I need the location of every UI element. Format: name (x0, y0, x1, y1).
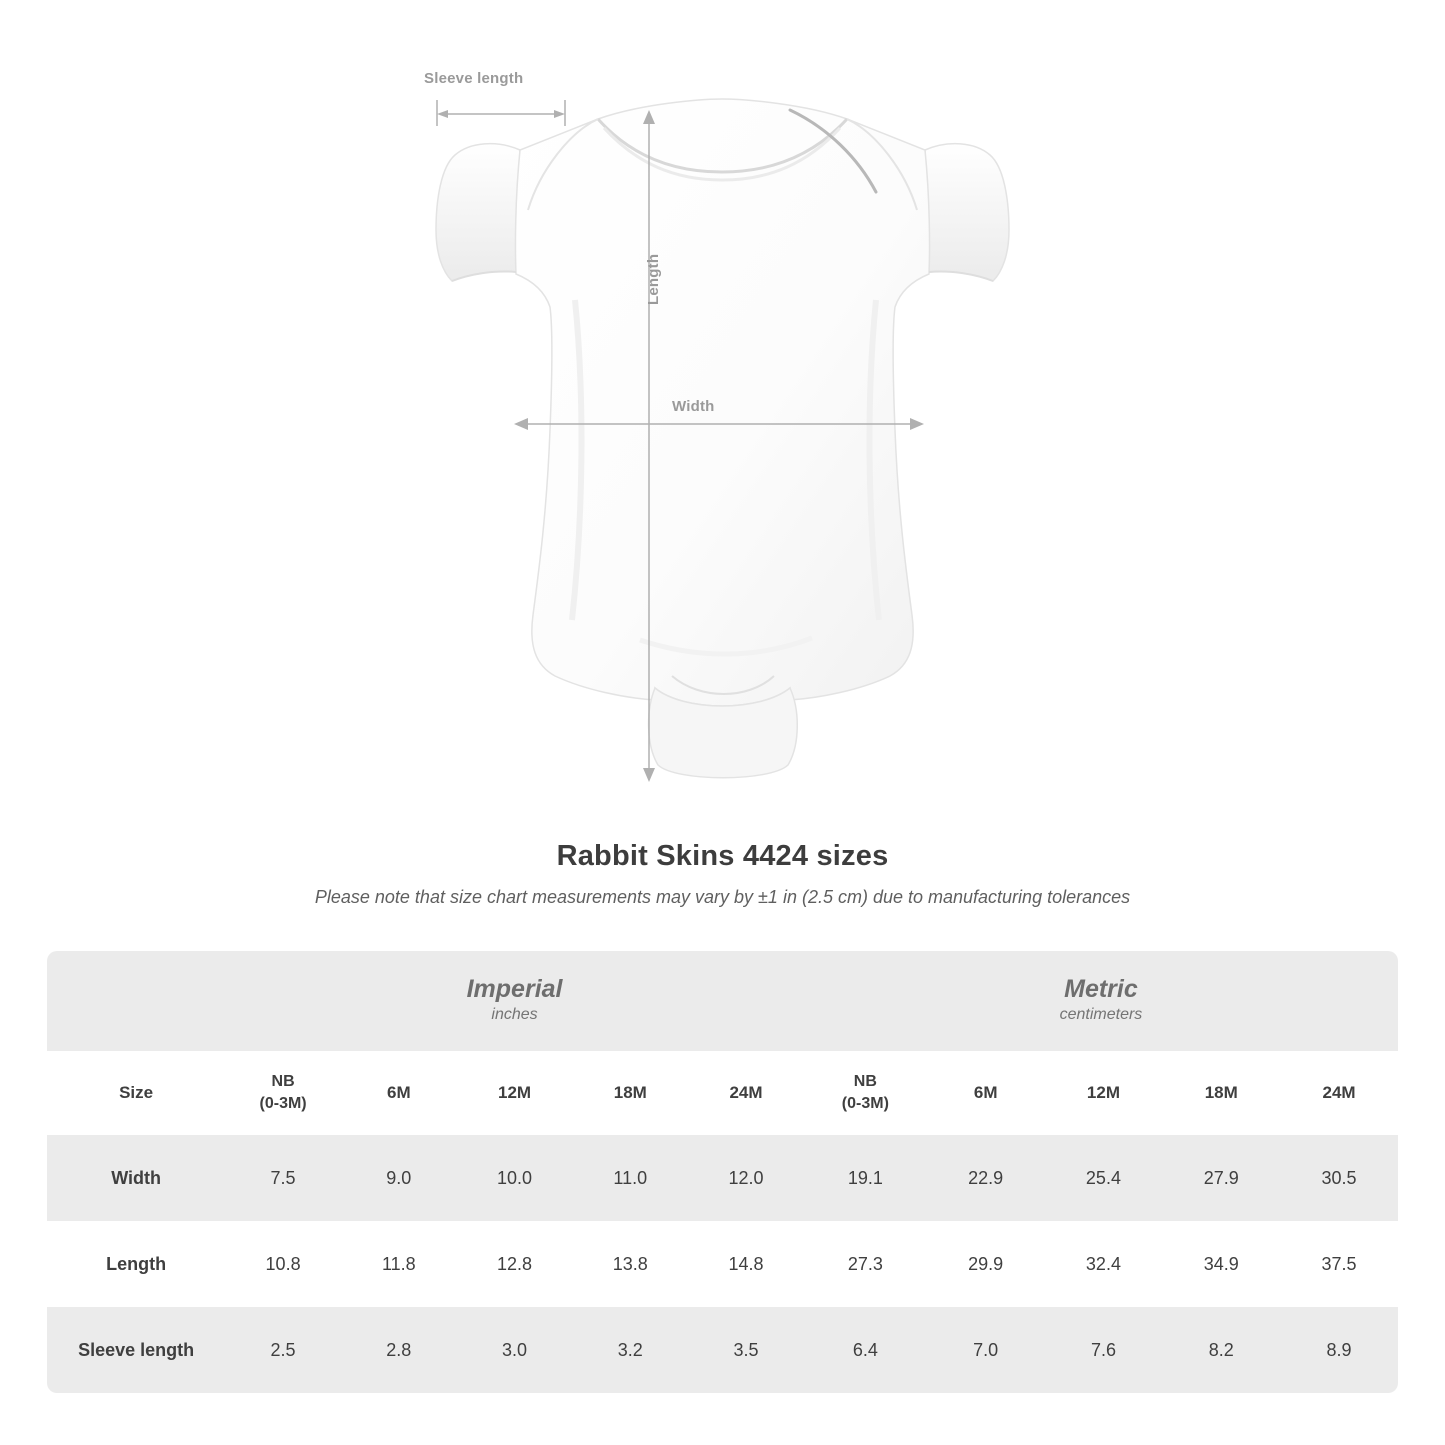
header-col-8: 18M (1162, 1051, 1280, 1135)
cell-width-2: 10.0 (457, 1135, 573, 1221)
cell-length-2: 12.8 (457, 1221, 573, 1307)
cell-sleeve-0: 2.5 (225, 1307, 341, 1393)
header-col-3: 18M (572, 1051, 688, 1135)
cell-sleeve-3: 3.2 (572, 1307, 688, 1393)
cell-width-5: 19.1 (804, 1135, 927, 1221)
cell-length-7: 32.4 (1045, 1221, 1163, 1307)
cell-length-3: 13.8 (572, 1221, 688, 1307)
unit-row-spacer (47, 951, 225, 1051)
table-row (47, 1221, 1398, 1307)
unit-metric-name: Metric (1064, 974, 1138, 1003)
size-table-wrap (47, 951, 1398, 1393)
row-label-width: Width (47, 1135, 225, 1221)
unit-imperial-name: Imperial (466, 974, 563, 1003)
cell-sleeve-7: 7.6 (1045, 1307, 1163, 1393)
header-col-1: 6M (341, 1051, 457, 1135)
header-col-5 (804, 1051, 927, 1135)
cell-length-5: 27.3 (804, 1221, 927, 1307)
sleeve-length-annotation: Sleeve length (424, 70, 524, 87)
cell-sleeve-1: 2.8 (341, 1307, 457, 1393)
cell-length-1: 11.8 (341, 1221, 457, 1307)
cell-sleeve-5: 6.4 (804, 1307, 927, 1393)
header-col-5-main: NB (853, 1073, 877, 1091)
unit-metric-sub: centimeters (1059, 1006, 1143, 1024)
header-col-6: 6M (927, 1051, 1045, 1135)
cell-sleeve-2: 3.0 (457, 1307, 573, 1393)
header-col-0-sub: (0-3M) (259, 1095, 307, 1112)
unit-imperial-sub: inches (491, 1006, 538, 1024)
header-col-2: 12M (457, 1051, 573, 1135)
cell-width-4: 12.0 (688, 1135, 804, 1221)
cell-sleeve-6: 7.0 (927, 1307, 1045, 1393)
header-col-7: 12M (1045, 1051, 1163, 1135)
table-row (47, 1307, 1398, 1393)
width-annotation: Width (672, 398, 715, 415)
row-label-sleeve-length: Sleeve length (47, 1307, 225, 1393)
size-table (47, 951, 1398, 1393)
unit-imperial (225, 951, 804, 1051)
cell-length-4: 14.8 (688, 1221, 804, 1307)
table-row (47, 1135, 1398, 1221)
cell-width-8: 27.9 (1162, 1135, 1280, 1221)
cell-width-0: 7.5 (225, 1135, 341, 1221)
unit-metric (804, 951, 1398, 1051)
header-col-4: 24M (688, 1051, 804, 1135)
cell-length-0: 10.8 (225, 1221, 341, 1307)
cell-width-3: 11.0 (572, 1135, 688, 1221)
table-header-row (47, 1051, 1398, 1135)
cell-sleeve-8: 8.2 (1162, 1307, 1280, 1393)
header-col-0-main: NB (271, 1073, 295, 1091)
cell-sleeve-9: 8.9 (1280, 1307, 1398, 1393)
cell-length-6: 29.9 (927, 1221, 1045, 1307)
unit-row (47, 951, 1398, 1051)
cell-width-9: 30.5 (1280, 1135, 1398, 1221)
cell-length-8: 34.9 (1162, 1221, 1280, 1307)
page-title: Rabbit Skins 4424 sizes (556, 840, 889, 872)
tolerance-note: Please note that size chart measurements may vary by ±1 in (2.5 cm) due to manufacturing tolerances (314, 887, 1131, 907)
header-size: Size (47, 1051, 225, 1135)
cell-sleeve-4: 3.5 (688, 1307, 804, 1393)
header-col-9: 24M (1280, 1051, 1398, 1135)
header-col-0 (225, 1051, 341, 1135)
title-block (0, 840, 1445, 908)
cell-width-6: 22.9 (927, 1135, 1045, 1221)
cell-width-7: 25.4 (1045, 1135, 1163, 1221)
header-col-5-sub: (0-3M) (841, 1095, 889, 1112)
length-annotation: Length (645, 253, 662, 305)
cell-length-9: 37.5 (1280, 1221, 1398, 1307)
row-label-length: Length (47, 1221, 225, 1307)
cell-width-1: 9.0 (341, 1135, 457, 1221)
